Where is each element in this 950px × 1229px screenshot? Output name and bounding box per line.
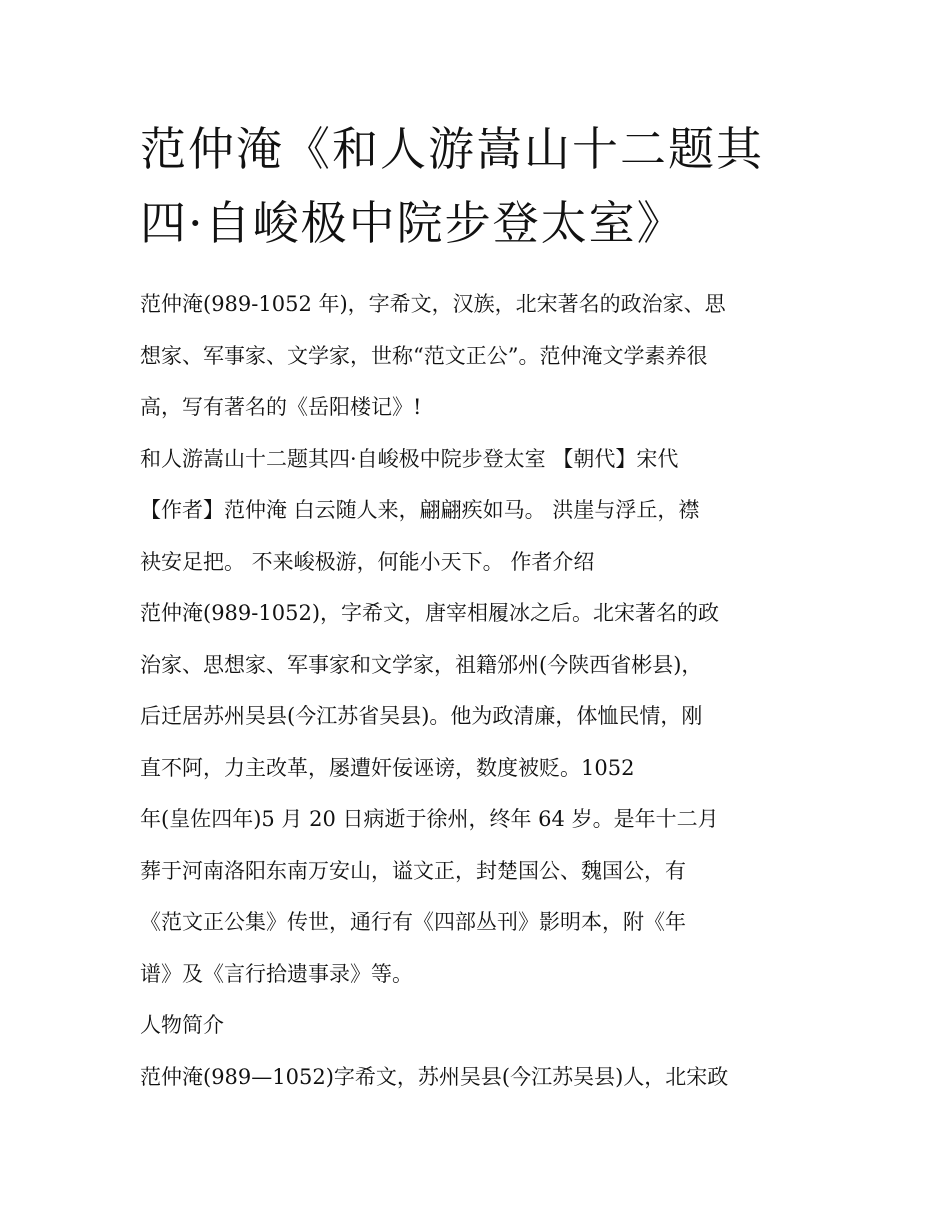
body-line: 【作者】范仲淹 白云随人来，翩翩疾如马。 洪崖与浮丘，襟: [140, 498, 700, 522]
body-line: 范仲淹(989—1052)字希文，苏州吴县(今江苏吴县)人，北宋政: [140, 1064, 729, 1089]
body-line: 治家、思想家、军事家和文学家，祖籍邠州(今陕西省彬县)，: [140, 652, 703, 677]
body-line: 高，写有著名的《岳阳楼记》!: [140, 395, 422, 419]
section-heading: 人物简介: [140, 1013, 224, 1037]
body-line: 谱》及《言行拾遗事录》等。: [140, 961, 413, 986]
title-line: 四·自峻极中院步登太室》: [140, 196, 685, 250]
body-line: 范仲淹(989-1052)，字希文，唐宰相履冰之后。北宋著名的政: [140, 601, 720, 625]
body-line: 和人游嵩山十二题其四·自峻极中院步登太室 【朝代】宋代: [140, 446, 679, 471]
body-line: 范仲淹(989-1052 年)，字希文，汉族，北宋著名的政治家、思: [140, 292, 726, 316]
body-line: 袂安足把。 不来峻极游，何能小天下。 作者介绍: [140, 549, 595, 574]
body-line: 年(皇佐四年)5 月 20 日病逝于徐州，终年 64 岁。是年十二月: [140, 807, 719, 831]
body-line: 直不阿，力主改革，屡遭奸佞诬谤，数度被贬。1052: [140, 755, 635, 780]
body-line: 《范文正公集》传世，通行有《四部丛刊》影明本，附《年: [140, 910, 686, 934]
document-body: [140, 279, 820, 1103]
title-line: 范仲淹《和人游嵩山十二题其: [140, 122, 764, 176]
body-line: 想家、军事家、文学家，世称“范文正公”。范仲淹文学素养很: [140, 343, 708, 368]
document-title: [140, 112, 820, 260]
body-line: 后迁居苏州吴县(今江苏省吴县)。他为政清廉，体恤民情，刚: [140, 704, 703, 728]
body-line: 葬于河南洛阳东南万安山，谥文正，封楚国公、魏国公，有: [140, 858, 686, 883]
